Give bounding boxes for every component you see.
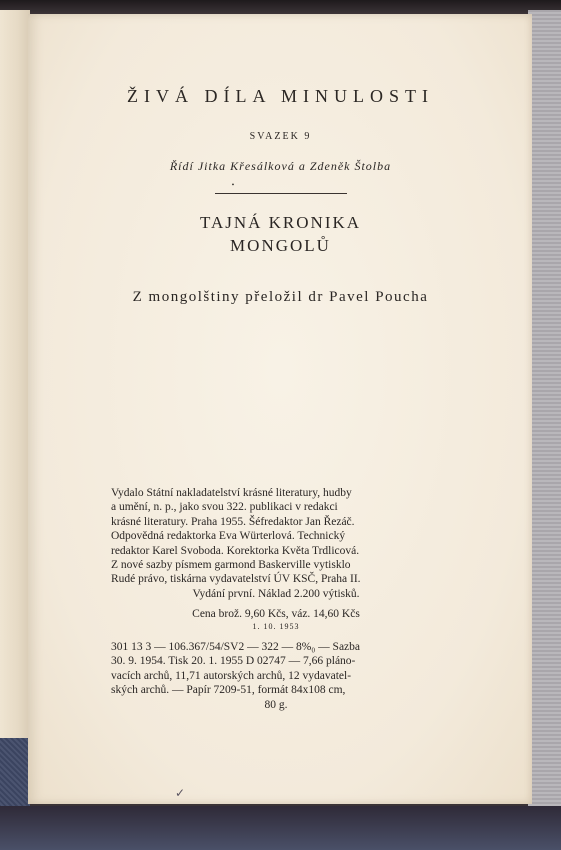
divider-rule [215,193,347,194]
spec-line: ských archů. — Papír 7209-51, formát 84x108 cm, [111,684,346,697]
imprint-block [111,486,441,601]
spec-line: 80 g. [264,698,288,711]
imprint-line: a umění, n. p., jako svou 322. publikaci v redakci [111,501,338,514]
print-specs-block [111,640,441,712]
book-cover-top [0,0,561,14]
price-date: 1. 10. 1953 [252,622,300,631]
spec-line: 301 13 3 — 106.367/54/SV2 — 322 — 8%₀ — Sazba [111,641,361,653]
pencil-check-mark: ✓ [175,786,186,800]
imprint-line: redaktor Karel Svoboda. Korektorka Květa Trdlicová. [111,544,360,557]
imprint-line: Vydání první. Náklad 2.200 výtisků. [192,587,360,600]
imprint-line: krásné literatury. Praha 1955. Šéfredaktor Jan Řezáč. [111,515,355,528]
series-title: ŽIVÁ DÍLA MINULOSTI [127,86,434,106]
price-line: Cena brož. 9,60 Kčs, váz. 14,60 Kčs [192,608,360,620]
ornament-bullet: • [231,181,235,189]
translator-credit: Z mongolštiny přeložil dr Pavel Poucha [132,289,429,305]
book-cover-bottom [0,806,561,850]
series-editors: Řídí Jitka Křesálková a Zdeněk Štolba [169,159,392,173]
volume-number: SVAZEK 9 [249,131,312,142]
imprint-line: Z nové sazby písmem garmond Baskerville vytisklo [111,559,351,572]
imprint-line: Odpovědná redaktorka Eva Würterlová. Technický [111,530,346,543]
spec-line: vacích archů, 11,71 autorských archů, 12 vydavatel- [111,669,352,682]
book-title-line-1: TAJNÁ KRONIKA [199,213,362,232]
book-title-line-2: MONGOLŮ [230,236,331,255]
imprint-line: Rudé právo, tiskárna vydavatelství ÚV KSČ, Praha II. [111,573,361,586]
spec-line: 30. 9. 1954. Tisk 20. 1. 1955 D 02747 — 7,66 pláno- [111,655,356,668]
book-title [0,211,561,257]
imprint-line: Vydalo Státní nakladatelství krásné literatury, hudby [111,487,352,499]
